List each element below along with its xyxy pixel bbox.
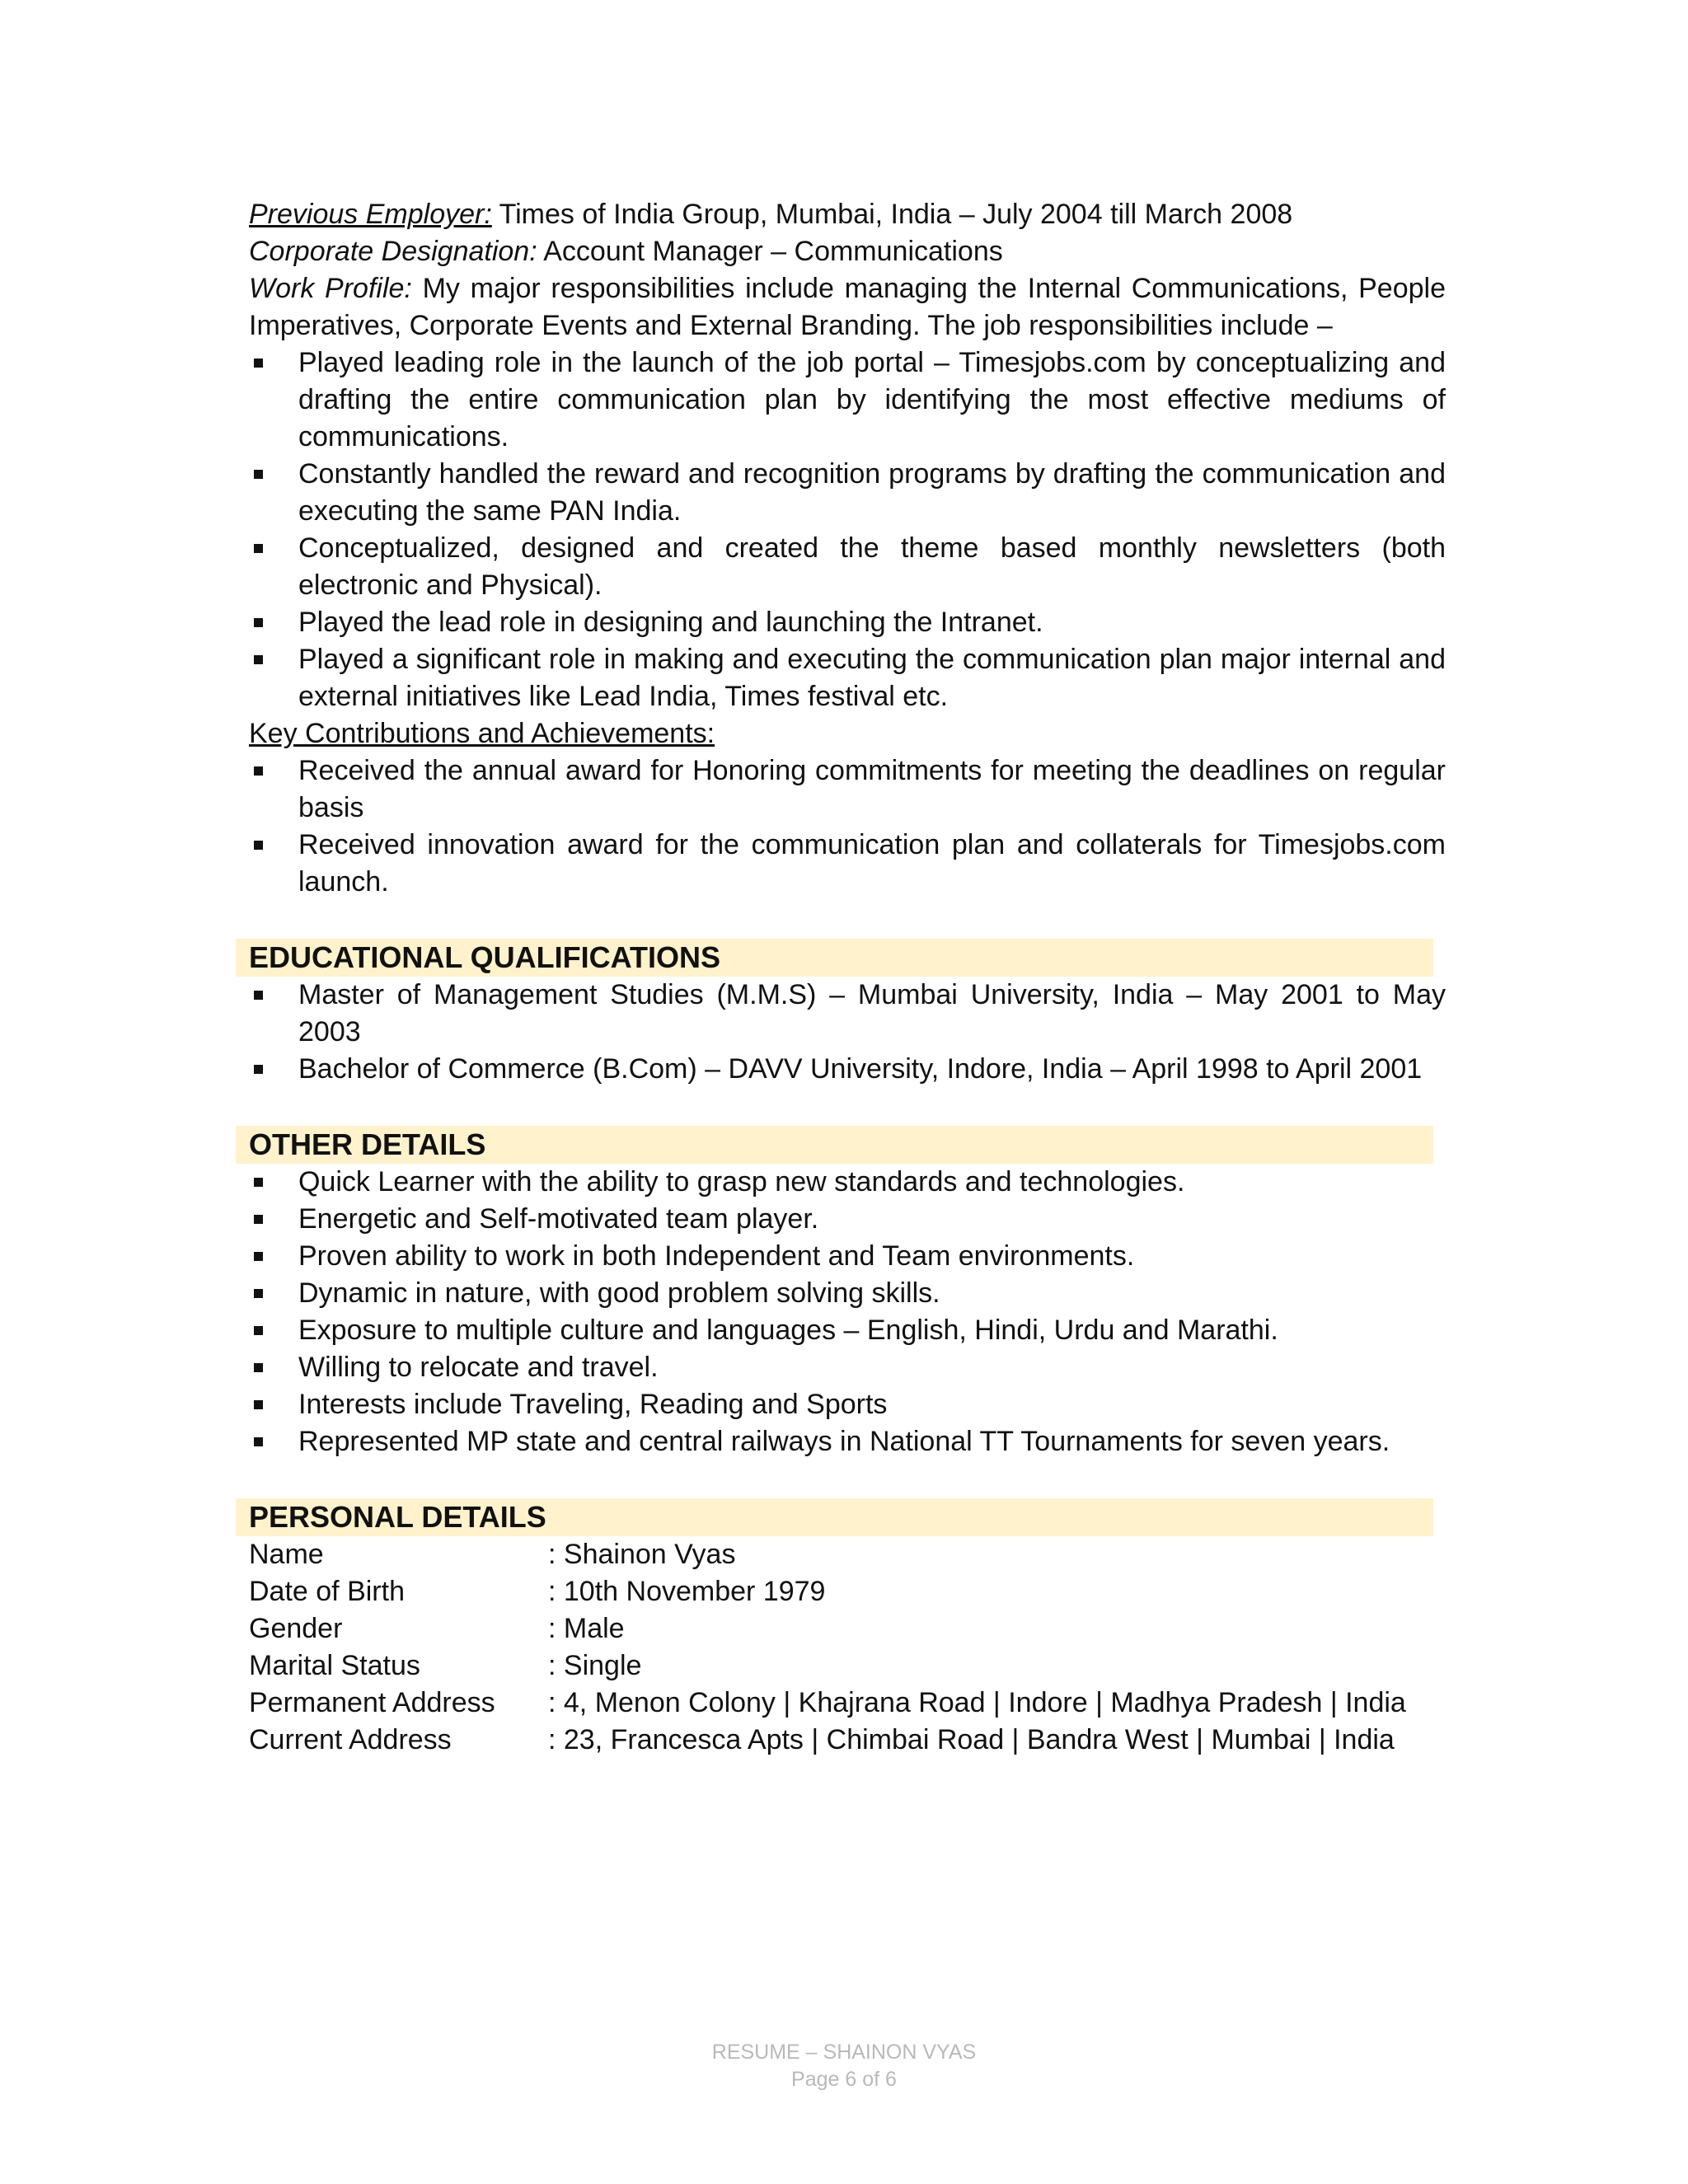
corporate-designation-label: Corporate Designation: xyxy=(249,236,537,267)
education-heading: EDUCATIONAL QUALIFICATIONS xyxy=(236,939,1433,977)
list-item: Willing to relocate and travel. xyxy=(249,1349,1446,1386)
previous-employer-value: Times of India Group, Mumbai, India – July 2004 till March 2008 xyxy=(499,199,1293,230)
page-footer xyxy=(0,2039,1688,2093)
list-item: Conceptualized, designed and created the theme based monthly newsletters (both electronic and Physical). xyxy=(249,530,1446,604)
other-details-list xyxy=(249,1164,1446,1460)
personal-details-table xyxy=(249,1536,1446,1759)
field-value: : Male xyxy=(548,1613,625,1644)
previous-employer-label: Previous Employer: xyxy=(249,199,492,230)
previous-employer-line xyxy=(249,196,1446,233)
achievements-list xyxy=(249,752,1446,901)
list-item: Constantly handled the reward and recognition programs by drafting the communication and executing the same PAN India. xyxy=(249,456,1446,530)
work-profile-label: Work Profile: xyxy=(249,273,412,304)
personal-row-permanent-address xyxy=(249,1685,1446,1722)
field-value: : Shainon Vyas xyxy=(548,1539,736,1570)
list-item: Exposure to multiple culture and languages – English, Hindi, Urdu and Marathi. xyxy=(249,1312,1446,1349)
field-label: Marital Status xyxy=(249,1650,420,1681)
list-item: Bachelor of Commerce (B.Com) – DAVV University, Indore, India – April 1998 to April 2001 xyxy=(249,1051,1446,1088)
field-label: Permanent Address xyxy=(249,1687,495,1718)
other-details-heading: OTHER DETAILS xyxy=(236,1126,1433,1164)
footer-title: RESUME – SHAINON VYAS xyxy=(711,2041,977,2064)
resume-content xyxy=(249,196,1446,1759)
field-value: : 23, Francesca Apts | Chimbai Road | Bandra West | Mumbai | India xyxy=(548,1724,1395,1755)
list-item: Played the lead role in designing and launching the Intranet. xyxy=(249,604,1446,641)
personal-row-gender xyxy=(249,1610,1446,1647)
personal-row-dob xyxy=(249,1573,1446,1610)
list-item: Received the annual award for Honoring commitments for meeting the deadlines on regular basis xyxy=(249,752,1446,827)
personal-row-current-address xyxy=(249,1722,1446,1759)
list-item: Quick Learner with the ability to grasp new standards and technologies. xyxy=(249,1164,1446,1201)
personal-row-marital-status xyxy=(249,1647,1446,1685)
personal-row-name xyxy=(249,1536,1446,1573)
list-item: Played a significant role in making and executing the communication plan major internal and external initiatives like Lead India, Times festival etc. xyxy=(249,641,1446,715)
personal-details-heading: PERSONAL DETAILS xyxy=(236,1498,1433,1536)
field-label: Name xyxy=(249,1539,324,1570)
field-label: Current Address xyxy=(249,1724,452,1755)
field-label: Date of Birth xyxy=(249,1576,405,1607)
field-value: : 10th November 1979 xyxy=(548,1576,826,1607)
work-profile-value: My major responsibilities include managing the Internal Communications, People Imperatives, Corporate Events and External Branding. The job responsibilities include – xyxy=(249,273,1447,341)
list-item: Received innovation award for the communication plan and collaterals for Timesjobs.com launch. xyxy=(249,827,1446,901)
work-profile-paragraph xyxy=(249,270,1446,344)
list-item: Master of Management Studies (M.M.S) – Mumbai University, India – May 2001 to May 2003 xyxy=(249,977,1446,1051)
list-item: Proven ability to work in both Independent and Team environments. xyxy=(249,1238,1446,1275)
list-item: Interests include Traveling, Reading and Sports xyxy=(249,1386,1446,1423)
achievements-heading: Key Contributions and Achievements: xyxy=(249,718,715,749)
list-item: Dynamic in nature, with good problem solving skills. xyxy=(249,1275,1446,1312)
corporate-designation-line xyxy=(249,233,1446,270)
list-item: Played leading role in the launch of the job portal – Timesjobs.com by conceptualizing and drafting the entire communication plan by identifying the most effective mediums of communications. xyxy=(249,344,1446,456)
responsibilities-list xyxy=(249,344,1446,715)
field-label: Gender xyxy=(249,1613,343,1644)
list-item: Represented MP state and central railways in National TT Tournaments for seven years. xyxy=(249,1423,1446,1460)
field-value: : 4, Menon Colony | Khajrana Road | Indore | Madhya Pradesh | India xyxy=(548,1687,1406,1718)
field-value: : Single xyxy=(548,1650,642,1681)
corporate-designation-value: Account Manager – Communications xyxy=(543,236,1003,267)
footer-page-number: Page 6 of 6 xyxy=(791,2068,897,2091)
list-item: Energetic and Self-motivated team player. xyxy=(249,1201,1446,1238)
education-list xyxy=(249,977,1446,1088)
